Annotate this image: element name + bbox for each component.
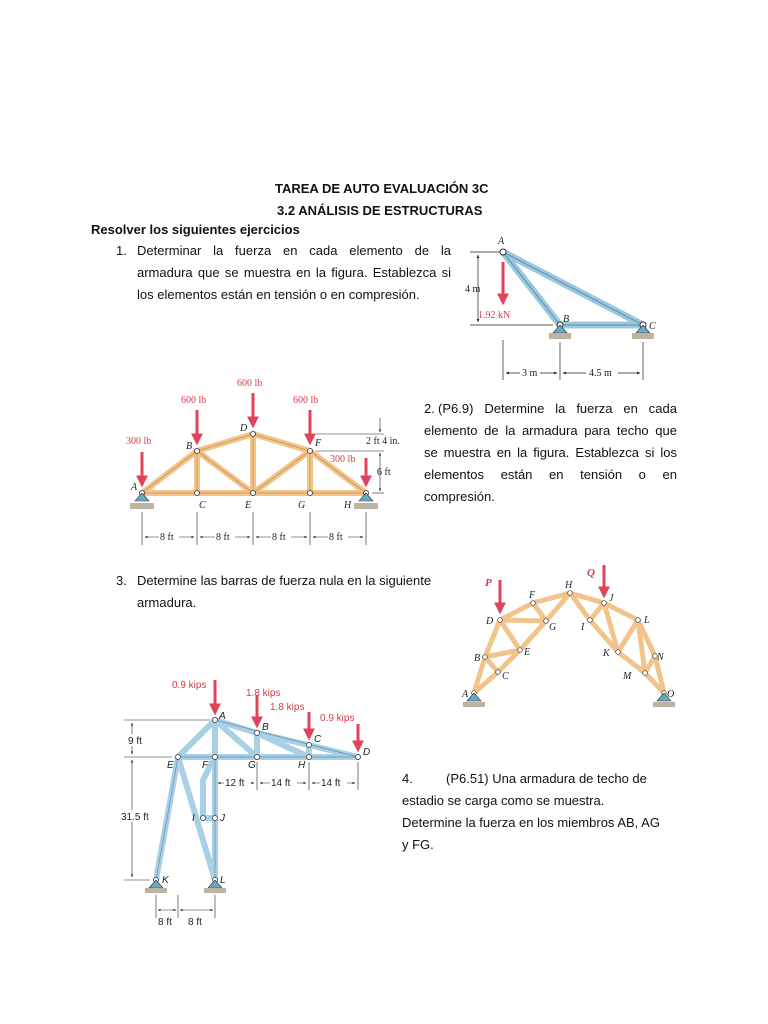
fig4-dim-12ft: 12 ft [225, 778, 245, 789]
figure-2-roof-truss [126, 378, 400, 545]
fig4-node-a: A [219, 711, 226, 722]
fig2-dim-2: 8 ft [216, 532, 230, 543]
fig4-node-g: G [248, 760, 256, 771]
fig4-dim-31ft: 31.5 ft [121, 812, 149, 823]
fig2-dim-3: 8 ft [272, 532, 286, 543]
section-title: 3.2 ANÁLISIS DE ESTRUCTURAS [277, 203, 483, 218]
fig2-node-b: B [186, 441, 193, 452]
fig3-node-c: C [502, 671, 509, 682]
fig4-node-j: J [220, 813, 225, 824]
fig1-dim-2: 4.5 m [589, 368, 612, 379]
fig1-height-label: 4 m [465, 284, 481, 295]
fig3-node-k: K [603, 648, 610, 659]
fig4-node-k: K [162, 875, 169, 886]
fig3-node-n: N [657, 652, 664, 663]
fig2-dim-4: 8 ft [329, 532, 343, 543]
fig4-node-i: I [192, 813, 195, 824]
fig4-dim-base-2: 8 ft [188, 917, 202, 928]
problem-3-number: 3. [116, 573, 127, 588]
page-title: TAREA DE AUTO EVALUACIÓN 3C [275, 181, 489, 196]
figure-3-arch-truss [461, 565, 675, 707]
fig2-load-2: 600 lb [181, 395, 207, 406]
problem-3-text: Determine las barras de fuerza nula en la siguiente armadura. [137, 573, 432, 610]
figure-1-truss [465, 236, 656, 380]
fig4-load-2: 1.8 kips [246, 688, 281, 699]
fig3-node-g: G [549, 622, 557, 633]
fig2-height-2: 6 ft [377, 467, 391, 478]
fig2-load-1: 300 lb [126, 436, 152, 447]
fig4-dim-base-1: 8 ft [158, 917, 172, 928]
problem-4-text: (P6.51) Una armadura de techo de estadio se carga como se muestra. Determine la fuerza en los miembros AB, AG y FG. [402, 771, 660, 852]
fig4-load-4: 0.9 kips [320, 713, 355, 724]
fig1-node-b: B [563, 314, 570, 325]
fig4-node-b: B [262, 722, 269, 733]
fig2-height-1: 2 ft 4 in. [366, 436, 400, 447]
fig1-load-label: 1.92 kN [478, 310, 511, 321]
fig2-load-4: 600 lb [293, 395, 319, 406]
fig2-dim-1: 8 ft [160, 532, 174, 543]
fig3-node-m: M [623, 671, 632, 682]
fig2-node-g: G [298, 500, 306, 511]
fig2-node-d: D [240, 423, 248, 434]
fig3-node-h: H [565, 580, 573, 591]
fig4-node-h: H [298, 760, 306, 771]
fig3-load-p: P [485, 577, 492, 589]
fig3-node-a: A [462, 689, 469, 700]
fig4-node-f: F [202, 760, 209, 771]
fig4-dim-14ft-1: 14 ft [271, 778, 291, 789]
fig4-node-d: D [363, 747, 371, 758]
fig4-load-1: 0.9 kips [172, 680, 207, 691]
fig4-load-3: 1.8 kips [270, 702, 305, 713]
fig2-node-e: E [245, 500, 252, 511]
fig4-dim-14ft-2: 14 ft [321, 778, 341, 789]
problem-2-number: 2. [424, 401, 435, 416]
fig2-node-h: H [344, 500, 352, 511]
fig3-node-i: I [581, 622, 585, 633]
figure-4-stadium-truss [120, 680, 370, 928]
fig4-dim-9ft: 9 ft [128, 736, 142, 747]
fig3-node-b: B [474, 653, 481, 664]
fig3-node-f: F [529, 590, 536, 601]
problem-1-number: 1. [116, 243, 127, 258]
fig3-node-o: O [667, 689, 675, 700]
fig2-load-5: 300 lb [330, 454, 356, 465]
fig1-node-a: A [498, 236, 505, 247]
fig3-node-j: J [609, 593, 614, 604]
problem-2-text: (P6.9) Determine la fuerza en cada elemento de la armadura para techo que se muestra en la figura. Establezca si los elementos están en tensión o en compresión. [424, 401, 677, 504]
fig3-node-e: E [524, 647, 531, 658]
fig2-node-c: C [199, 500, 206, 511]
fig1-node-c: C [649, 321, 656, 332]
fig3-node-l: L [644, 615, 650, 626]
fig2-node-f: F [315, 438, 322, 449]
fig2-node-a: A [131, 482, 138, 493]
fig4-node-e: E [167, 760, 174, 771]
problem-4-number: 4. [402, 771, 413, 786]
fig2-load-3: 600 lb [237, 378, 263, 389]
fig1-dim-1: 3 m [522, 368, 538, 379]
fig3-node-d: D [486, 616, 494, 627]
fig4-node-l: L [220, 875, 226, 886]
problem-1-text: Determinar la fuerza en cada elemento de la armadura que se muestra en la figura. Establezca si los elementos están en tensión o en compresión. [137, 243, 451, 302]
fig3-load-q: Q [587, 567, 595, 579]
instruction: Resolver los siguientes ejercicios [91, 222, 300, 237]
fig4-node-c: C [314, 734, 322, 745]
